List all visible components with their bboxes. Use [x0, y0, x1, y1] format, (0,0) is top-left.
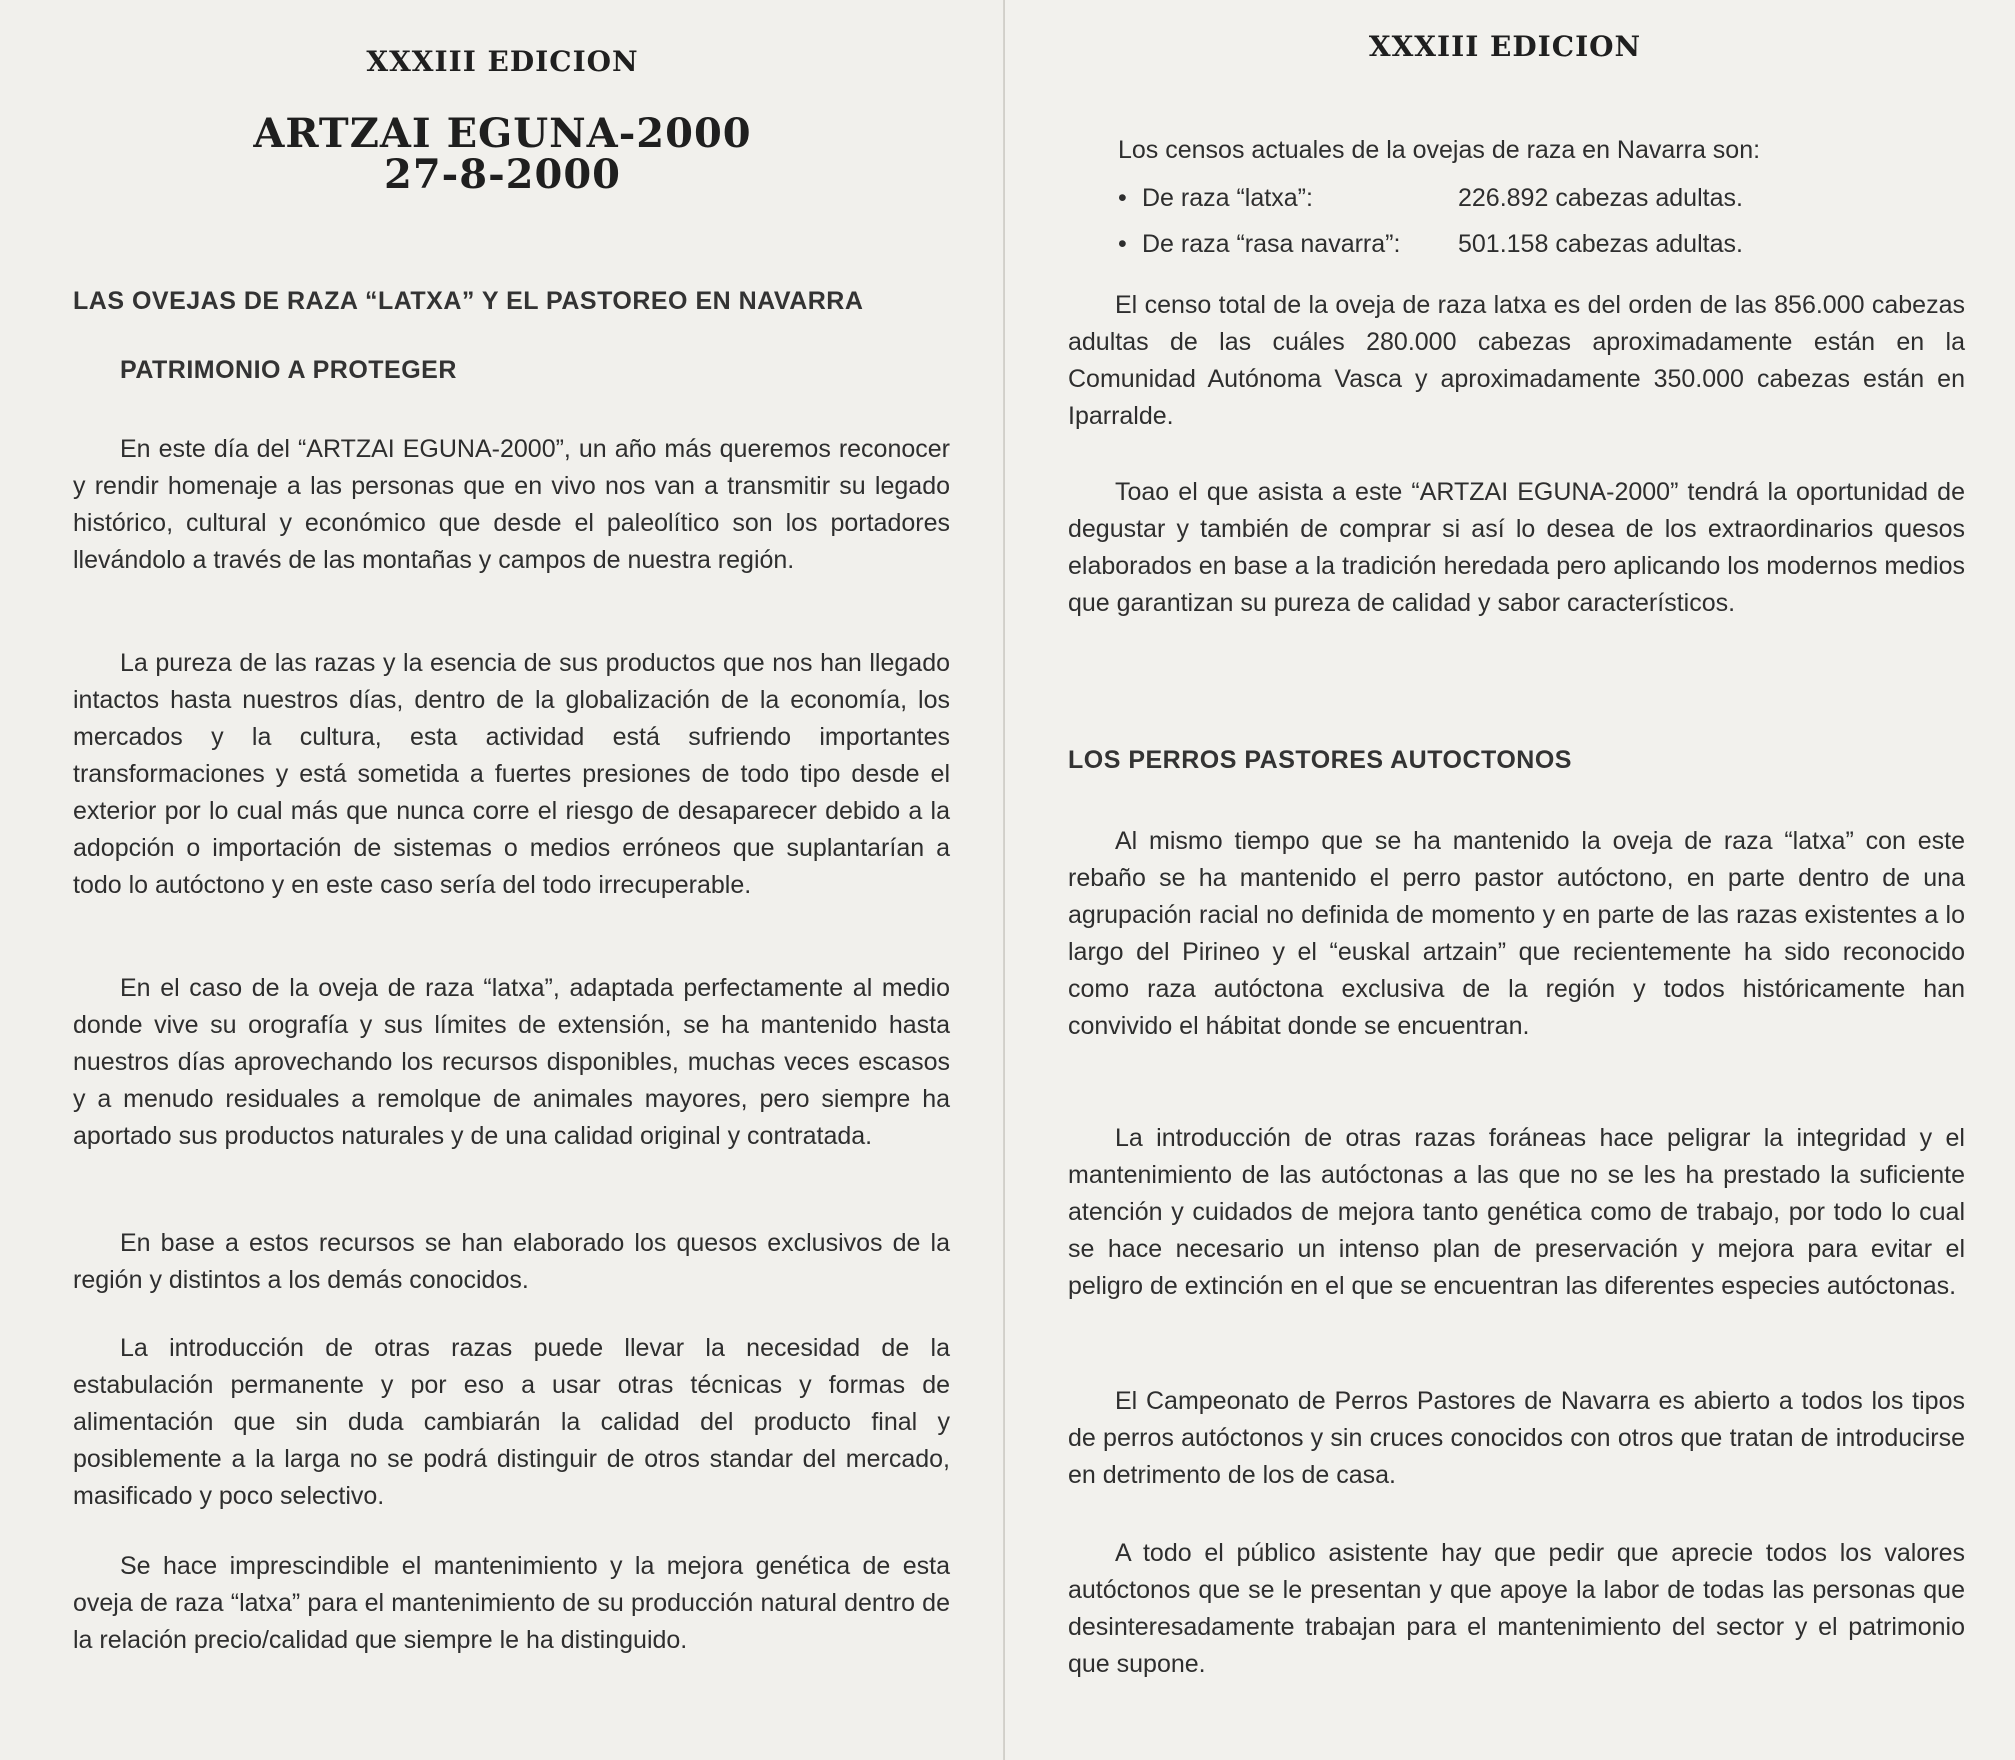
census-intro: Los censos actuales de la ovejas de raza en Navarra son:	[1118, 136, 1761, 164]
census-label: De raza “latxa”:	[1142, 184, 1313, 212]
paragraph: En el caso de la oveja de raza “latxa”, adaptada perfectamente al medio donde vive su orografía y sus límites de extensión, se ha mantenido hasta nuestros días aprovechando los recursos disponibles, muchas veces escasos y a menudo residuales a remolque de animales mayores, pero siempre ha aportado sus productos naturales y de una calidad original y contratada.	[73, 974, 950, 1150]
section-heading: LOS PERROS PASTORES AUTOCTONOS	[1068, 746, 1572, 774]
subheading: PATRIMONIO A PROTEGER	[120, 356, 457, 384]
paragraph: En base a estos recursos se han elaborado los quesos exclusivos de la región y distintos a los demás conocidos.	[73, 1229, 950, 1294]
paragraph: En este día del “ARTZAI EGUNA-2000”, un año más queremos reconocer y rendir homenaje a las personas que en vivo nos van a transmitir su legado histórico, cultural y económico que desde el paleolítico son los portadores llevándolo a través de las montañas y campos de nuestra región.	[73, 435, 950, 574]
page-title: ARTZAI EGUNA-2000	[253, 110, 752, 157]
census-value: 226.892 cabezas adultas.	[1458, 184, 1743, 212]
paragraph: La introducción de otras razas puede llevar la necesidad de la estabulación permanente y por eso a usar otras técnicas y formas de alimentación que sin duda cambiarán la calidad del producto final y posiblemente a la larga no se podrá distinguir de otros standar del mercado, masificado y poco selectivo.	[73, 1334, 950, 1510]
census-item-rasa-navarra	[1118, 226, 1743, 263]
right-page	[1005, 0, 2015, 1760]
paragraph: El Campeonato de Perros Pastores de Navarra es abierto a todos los tipos de perros autóctonos y sin cruces conocidos con otros que tratan de introducirse en detrimento de los de casa.	[1068, 1387, 1965, 1489]
bullet: •	[1118, 230, 1127, 258]
census-label: De raza “rasa navarra”:	[1142, 230, 1401, 258]
paragraph: Al mismo tiempo que se ha mantenido la oveja de raza “latxa” con este rebaño se ha mantenido el perro pastor autóctono, en parte dentro de una agrupación racial no definida de momento y en parte de las razas existentes a lo largo del Pirineo y el “euskal artzain” que recientemente ha sido reconocido como raza autóctona exclusiva de la región y todos históricamente han convivido el hábitat donde se encuentran.	[1068, 827, 1965, 1040]
section-heading: LAS OVEJAS DE RAZA “LATXA” Y EL PASTOREO EN NAVARRA	[73, 287, 864, 315]
bullet: •	[1118, 184, 1127, 212]
paragraph: El censo total de la oveja de raza latxa es del orden de las 856.000 cabezas adultas de las cuáles 280.000 cabezas aproximadamente están en la Comunidad Autónoma Vasca y aproximadamente 350.000 cabezas están en Iparralde.	[1068, 291, 1965, 430]
page-date: 27-8-2000	[383, 151, 622, 198]
census-item-latxa	[1118, 180, 1743, 217]
edition-header: XXXIII EDICION	[366, 45, 639, 78]
paragraph: La introducción de otras razas foráneas hace peligrar la integridad y el mantenimiento de las autóctonas a las que no se les ha prestado la suficiente atención y cuidados de mejora tanto genética como de trabajo, por todo lo cual se hace necesario un intenso plan de preservación y mejora para evitar el peligro de extinción en el que se encuentran las diferentes especies autóctonas.	[1068, 1124, 1965, 1300]
paragraph: Toao el que asista a este “ARTZAI EGUNA-2000” tendrá la oportunidad de degustar y también de comprar si así lo desea de los extraordinarios quesos elaborados en base a la tradición heredada pero aplicando los modernos medios que garantizan su pureza de calidad y sabor característicos.	[1068, 478, 1965, 617]
paragraph: Se hace imprescindible el mantenimiento y la mejora genética de esta oveja de raza “latxa” para el mantenimiento de su producción natural dentro de la relación precio/calidad que siempre le ha distinguido.	[73, 1552, 950, 1654]
edition-header: XXXIII EDICION	[1368, 30, 1642, 63]
paragraph: A todo el público asistente hay que pedir que aprecie todos los valores autóctonos que se le presentan y que apoye la labor de todas las personas que desinteresadamente trabajan para el mantenimiento del sector y el patrimonio que supone.	[1068, 1539, 1965, 1678]
paragraph: La pureza de las razas y la esencia de sus productos que nos han llegado intactos hasta nuestros días, dentro de la globalización de la economía, los mercados y la cultura, esta actividad está sufriendo importantes transformaciones y está sometida a fuertes presiones de todo tipo desde el exterior por lo cual más que nunca corre el riesgo de desaparecer debido a la adopción o importación de sistemas o medios erróneos que suplantarían a todo lo autóctono y en este caso sería del todo irrecuperable.	[73, 649, 950, 899]
census-value: 501.158 cabezas adultas.	[1458, 230, 1743, 258]
left-page	[0, 0, 1005, 1760]
